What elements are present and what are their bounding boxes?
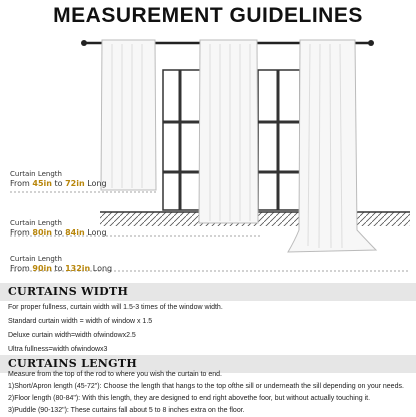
curtain-length-label: Curtain Length bbox=[10, 255, 62, 263]
page-title: MEASUREMENT GUIDELINES bbox=[53, 4, 363, 27]
curtain-length-short bbox=[10, 169, 107, 189]
width-section-title: CURTAINS WIDTH bbox=[8, 285, 129, 298]
range-to: 84in bbox=[65, 228, 85, 237]
range-prefix: From bbox=[10, 228, 33, 237]
text-line: For proper fullness, curtain width will 1.5-3 times of the window width. bbox=[8, 304, 223, 311]
text-line: Measure from the top of the rod to where you wish the curtain to end. bbox=[8, 371, 223, 378]
text-line: 1)Short/Apron length (45-72"): Choose the length that hangs to the top ofthe sill or underneath the sill depending on your needs. bbox=[8, 383, 404, 390]
curtain-length-label: Curtain Length bbox=[10, 219, 62, 227]
length-section-title: CURTAINS LENGTH bbox=[8, 357, 138, 370]
range-to: 72in bbox=[65, 179, 85, 188]
text-line: 3)Puddle (90-132"): These curtains fall about 5 to 8 inches extra on the floor. bbox=[8, 407, 245, 414]
range-to: 132in bbox=[65, 264, 91, 273]
range-from: 90in bbox=[32, 264, 52, 273]
curtain-length-floor bbox=[10, 218, 107, 238]
range-from: 45in bbox=[32, 179, 52, 188]
range-from: 80in bbox=[32, 228, 52, 237]
range-prefix: From bbox=[10, 179, 33, 188]
range-suffix: Long bbox=[84, 179, 107, 188]
width-section-header bbox=[0, 283, 416, 301]
text-line: Deluxe curtain width=width ofwindowx2.5 bbox=[8, 332, 136, 339]
curtain-length-label: Curtain Length bbox=[10, 170, 62, 178]
curtain-floor bbox=[199, 40, 258, 223]
text-line: 2)Floor length (80-84"): With this length, they are designed to end right abovethe foor, but without actually touching it. bbox=[8, 395, 371, 402]
width-section-body bbox=[8, 301, 223, 357]
range-mid: to bbox=[51, 179, 66, 188]
range-suffix: Long bbox=[90, 264, 113, 273]
range-mid: to bbox=[51, 264, 66, 273]
range-suffix: Long bbox=[84, 228, 107, 237]
length-section-body bbox=[8, 369, 404, 417]
range-prefix: From bbox=[10, 264, 33, 273]
text-line: Ultra fullness=width ofwindowx3 bbox=[8, 346, 108, 353]
curtain-short bbox=[101, 40, 156, 190]
range-mid: to bbox=[51, 228, 66, 237]
curtain-length-puddle bbox=[10, 254, 112, 274]
text-line: Standard curtain width = width of window x 1.5 bbox=[8, 318, 153, 325]
